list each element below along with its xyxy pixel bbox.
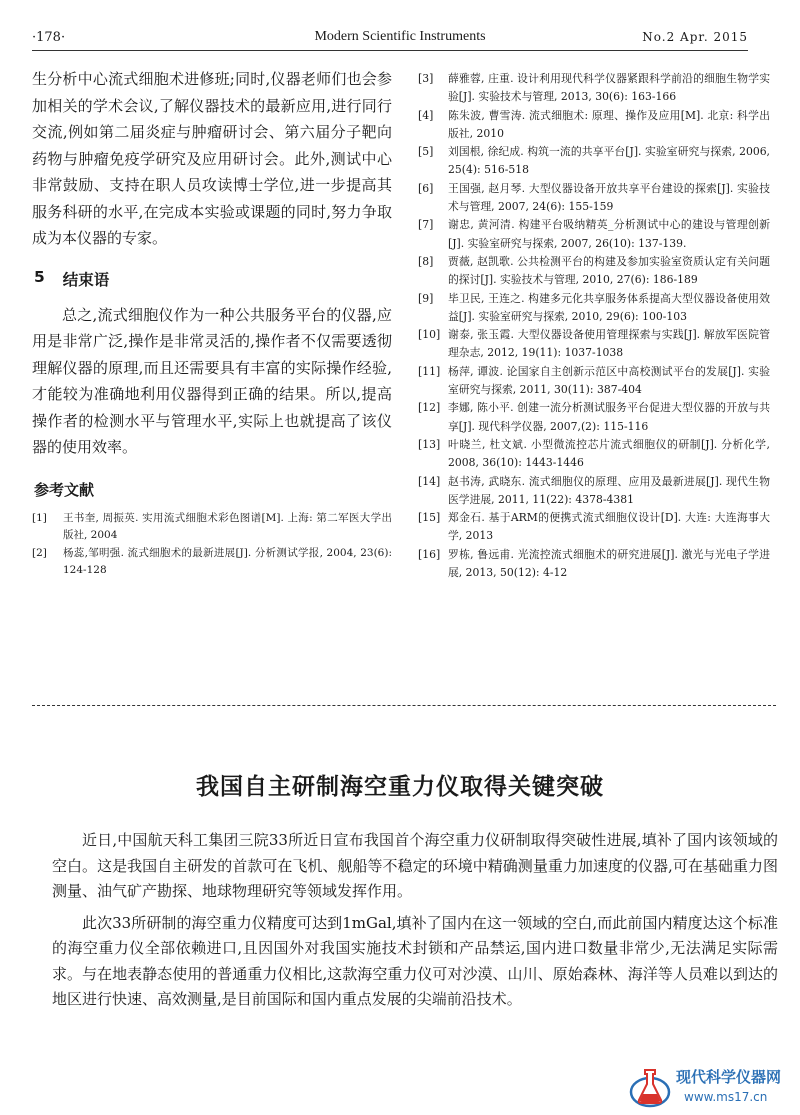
reference-text: 陈朱波, 曹雪涛. 流式细胞术: 原理、操作及应用[M]. 北京: 科学出版社, 2010: [448, 108, 770, 140]
journal-name: Modern Scientific Instruments: [314, 29, 486, 44]
section-title: 结束语: [62, 270, 110, 289]
news-paragraph: 近日,中国航天科工集团三院33所近日宣布我国首个海空重力仪研制取得突破性进展,填补了国内该领域的空白。这是我国自主研发的首款可在飞机、舰船等不稳定的环境中精确测量重力加速度的仪器,可在基础重力图测量、油气矿产勘探、地球物理研究等领域发挥作用。: [52, 831, 778, 900]
reference-number: [8]: [418, 254, 434, 268]
reference-number: [2]: [32, 546, 47, 559]
page-header: [0, 0, 800, 50]
reference-item: [418, 326, 770, 363]
reference-text: 郑金石. 基于ARM的便携式流式细胞仪设计[D]. 大连: 大连海事大学, 2013: [448, 511, 770, 543]
reference-text: 谢泰, 张玉霞. 大型仪器设备使用管理探索与实践[J]. 解放军医院管理杂志, 2012, 19(11): 1037-1038: [448, 328, 770, 360]
page-number: ·178·: [32, 30, 66, 45]
reference-number: [5]: [418, 145, 434, 159]
reference-item: [418, 473, 770, 510]
flask-logo-icon: [628, 1062, 676, 1110]
reference-item: [418, 290, 770, 327]
reference-item: [418, 70, 770, 107]
reference-list-right: [418, 70, 770, 582]
reference-number: [16]: [418, 547, 441, 561]
news-body: [52, 828, 778, 1013]
reference-number: [12]: [418, 401, 441, 415]
reference-text: 杨蕊,邹明强. 流式细胞术的最新进展[J]. 分析测试学报, 2004, 23(6): 124-128: [63, 546, 392, 576]
reference-number: [13]: [418, 437, 441, 451]
reference-item: [418, 436, 770, 473]
news-title: 我国自主研制海空重力仪取得关键突破: [196, 774, 604, 800]
reference-text: 谢忠, 黄河清. 构建平台吸纳精英_分析测试中心的建设与管理创新[J]. 实验室研究与探索, 2007, 26(10): 137-139.: [448, 218, 770, 250]
reference-item: [418, 546, 770, 583]
news-paragraph: 此次33所研制的海空重力仪精度可达到1mGal,填补了国内在这一领域的空白,而此前国内精度达这个标准的海空重力仪全部依赖进口,且因国外对我国实施技术封锁和产品禁运,国内进口数量非常少,无法满足实际需求。与在地表静态使用的普通重力仪相比,这款海空重力仪可对沙漠、山川、原始森林、海洋等人员难以到达的地区进行快速、高效测量,是目前国际和国内重点发展的尖端前沿技术。: [52, 913, 778, 1008]
section-number: 5: [34, 267, 45, 286]
reference-number: [7]: [418, 218, 434, 232]
reference-number: [1]: [32, 511, 47, 524]
reference-number: [6]: [418, 181, 434, 195]
reference-text: 贾薇, 赵凯歌. 公共检测平台的构建及参加实验室资质认定有关问题的探讨[J]. 实验技术与管理, 2010, 27(6): 186-189: [448, 254, 770, 287]
reference-number: [3]: [418, 72, 434, 85]
reference-text: 刘国根, 徐纪成. 构筑一流的共享平台[J]. 实验室研究与探索, 2006, 25(4): 516-518: [448, 145, 770, 177]
reference-text: 叶晓兰, 杜文斌. 小型微流控芯片流式细胞仪的研制[J]. 分析化学, 2008, 36(10): 1443-1446: [448, 437, 770, 470]
reference-item: [418, 399, 770, 436]
reference-number: [15]: [418, 511, 441, 525]
right-column: [418, 70, 770, 582]
left-column: [32, 66, 392, 580]
reference-item: [32, 510, 392, 545]
reference-item: [418, 216, 770, 253]
reference-item: [418, 363, 770, 400]
reference-text: 罗栋, 鲁远甫. 光流控流式细胞术的研究进展[J]. 激光与光电子学进展, 2013, 50(12): 4-12: [448, 547, 770, 580]
continued-paragraph: 生分析中心流式细胞术进修班;同时,仪器老师们也会参加相关的学术会议,了解仪器技术的最新应用,进行同行交流,例如第二届炎症与肿瘤研讨会、第六届分子靶向药物与肿瘤免疫学研究及应用研讨会。此外,测试中心非常鼓励、支持在职人员攻读博士学位,进一步提高其服务科研的水平,在完成本实验或课题的同时,努力争取成为本仪器的专家。: [32, 70, 392, 247]
reference-list-left: [32, 510, 392, 580]
reference-item: [418, 180, 770, 217]
conclusion-paragraph: 总之,流式细胞仪作为一种公共服务平台的仪器,应用是非常广泛,操作是非常灵活的,操作者不仅需要透彻理解仪器的原理,而且还需要具有丰富的实际操作经验,才能较为准确地利用仪器得到正确的结果。所以,提高操作者的检测水平与管理水平,实际上也就提高了该仪器的使用效率。: [32, 305, 392, 456]
reference-item: [418, 253, 770, 290]
reference-text: 毕卫民, 王连之. 构建多元化共享服务体系提高大型仪器设备使用效益[J]. 实验室研究与探索, 2010, 29(6): 100-103: [448, 291, 770, 323]
header-rule: [32, 50, 748, 51]
reference-text: 赵书涛, 武晓东. 流式细胞仪的原理、应用及最新进展[J]. 现代生物医学进展, 2011, 11(22): 4378-4381: [448, 474, 770, 506]
reference-item: [32, 545, 392, 580]
reference-text: 李娜, 陈小平. 创建一流分析测试服务平台促进大型仪器的开放与共享[J]. 现代科学仪器, 2007,(2): 115-116: [448, 401, 770, 433]
section-heading: [34, 268, 392, 290]
reference-number: [10]: [418, 328, 441, 342]
issue-info: No.2 Apr. 2015: [642, 30, 748, 44]
reference-item: [418, 509, 770, 546]
section-divider: [32, 705, 776, 706]
reference-text: 王书奎, 周振英. 实用流式细胞术彩色图谱[M]. 上海: 第二军医大学出版社, 2004: [63, 511, 392, 541]
reference-number: [4]: [418, 108, 434, 122]
watermark-url: www.ms17.cn: [684, 1090, 768, 1104]
reference-item: [418, 107, 770, 144]
reference-text: 王国强, 赵月琴. 大型仪器设备开放共享平台建设的探索[J]. 实验技术与管理, 2007, 24(6): 155-159: [448, 181, 770, 214]
reference-number: [9]: [418, 291, 434, 305]
watermark-name: 现代科学仪器网: [676, 1068, 782, 1086]
references-title: 参考文献: [34, 480, 95, 499]
reference-item: [418, 143, 770, 180]
reference-number: [11]: [418, 364, 441, 378]
reference-text: 杨萍, 谭波. 论国家自主创新示范区中高校测试平台的发展[J]. 实验室研究与探索, 2011, 30(11): 387-404: [448, 364, 770, 397]
reference-text: 薛雅蓉, 庄重. 设计利用现代科学仪器紧跟科学前沿的细胞生物学实验[J]. 实验技术与管理, 2013, 30(6): 163-166: [448, 72, 770, 104]
reference-number: [14]: [418, 474, 441, 488]
site-watermark: [628, 1060, 798, 1112]
